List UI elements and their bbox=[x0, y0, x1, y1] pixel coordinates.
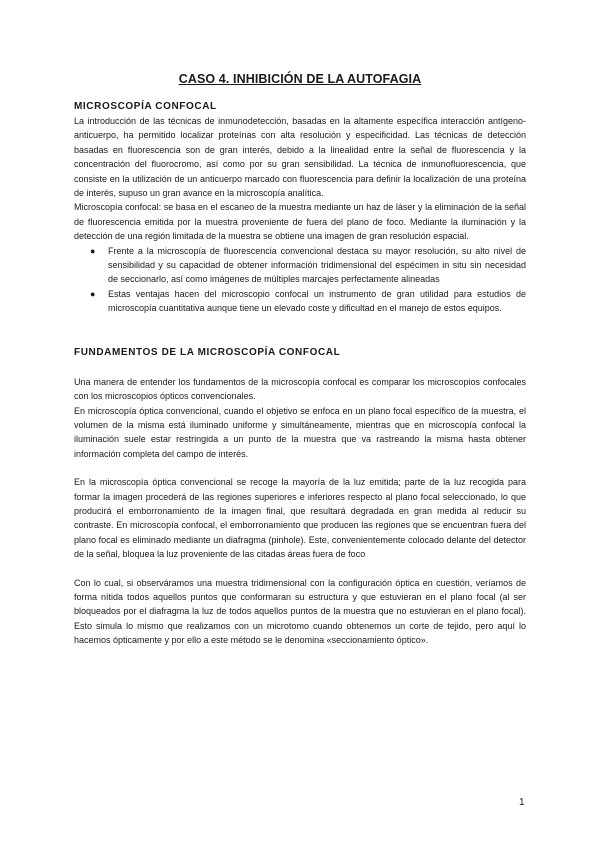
spacer bbox=[74, 461, 526, 475]
bullet-icon: ● bbox=[90, 288, 96, 299]
page-number: 1 bbox=[519, 797, 525, 808]
list-item-text: Frente a la microscopía de fluorescencia convencional destaca su mayor resolución, su alto nivel de sensibilidad y su capacidad de obtener información tridimensional del espécimen in situ sin necesidad de seccionarlo, así como imágenes de múltiples marcajes perfectamente alineadas bbox=[108, 245, 526, 285]
document-page bbox=[74, 72, 526, 648]
paragraph-confocal-definition: Microscopía confocal: se basa en el escaneo de la muestra mediante un haz de láser y la eliminación de la señal de fluorescencia emitida por la muestra proveniente de fuera del plano de foco. Mediante la iluminación y la detección de una región limitada de la muestra se obtiene una imagen de gran resolución espacial. bbox=[74, 202, 526, 242]
list-item-text: Estas ventajas hacen del microscopio confocal un instrumento de gran utilidad para estudios de microscopía cuantitativa aunque tiene un elevado coste y dificultad en el manejo de estos equipos. bbox=[108, 288, 526, 314]
paragraph-conventional-illumination: En microscopía óptica convencional, cuando el objetivo se enfoca en un plano focal específico de la muestra, el volumen de la misma está iluminado uniforme y simultáneamente, mientras que en microscopía confocal la iluminación suele estar restringida a un punto de la muestra que va rastreando la misma hasta obtener información completa del campo de interés. bbox=[74, 405, 526, 459]
document-title: CASO 4. INHIBICIÓN DE LA AUTOFAGIA bbox=[178, 72, 422, 86]
section-fundamentals bbox=[74, 346, 526, 648]
bullet-icon: ● bbox=[90, 245, 96, 256]
list-item bbox=[90, 244, 526, 287]
section-confocal bbox=[74, 100, 526, 316]
section-heading-confocal: MICROSCOPÍA CONFOCAL bbox=[74, 101, 217, 112]
spacer bbox=[74, 562, 526, 576]
bullet-list bbox=[74, 244, 526, 316]
paragraph-comparison: Una manera de entender los fundamentos de la microscopía confocal es comparar los microscopios confocales con los microscopios ópticos convencionales. bbox=[74, 376, 526, 402]
section-heading-fundamentals: FUNDAMENTOS DE LA MICROSCOPÍA CONFOCAL bbox=[74, 346, 341, 358]
spacer bbox=[74, 360, 526, 375]
list-item bbox=[90, 287, 526, 316]
paragraph-pinhole: En la microscopía óptica convencional se recoge la mayoría de la luz emitida; parte de la luz recogida para formar la imagen procederá de las regiones superiores e inferiores respecto al plano focal seleccionado, lo que producirá el emborronamiento de la imagen final, que resultará degradada en gran medida al reducir su contraste. En microscopía confocal, el emborronamiento que producen las regiones que se encuentran fuera del plano focal es eliminado mediante un diafragma (pinhole). Este, convenientemente colocado delante del detector de la señal, bloquea la luz proveniente de las citadas áreas fuera de foco bbox=[74, 477, 526, 560]
paragraph-immunodetection: La introducción de las técnicas de inmunodetección, basadas en la altamente específica interacción antígeno-anticuerpo, ha permitido localizar proteínas con alta resolución y especificidad. Las técnicas de detección basadas en fluorescencia son de gran interés, debido a la linealidad entre la señal de fluorescencia y la concentración del fluorocromo, así como por su gran sensibilidad. La técnica de inmunofluorescencia, que consiste en la utilización de un anticuerpo marcado con fluorescencia para definir la localización de una proteína de interés, supuso un gran avance en la microscopía analítica. bbox=[74, 116, 526, 199]
paragraph-optical-sectioning: Con lo cual, si observáramos una muestra tridimensional con la configuración óptica en cuestión, veríamos de forma nítida todos aquellos puntos que conformaran su estructura y que estuvieran en el plano focal (al ser bloqueados por el diafragma la luz de todos aquellos puntos de la muestra que no estuvieran en el plano focal). Esto simula lo mismo que realizamos con un microtomo cuando obtenemos un corte de tejido, pero aquí lo hacemos ópticamente y por ello a este método se le denomina «seccionamiento óptico». bbox=[74, 577, 526, 646]
spacer bbox=[74, 316, 526, 346]
